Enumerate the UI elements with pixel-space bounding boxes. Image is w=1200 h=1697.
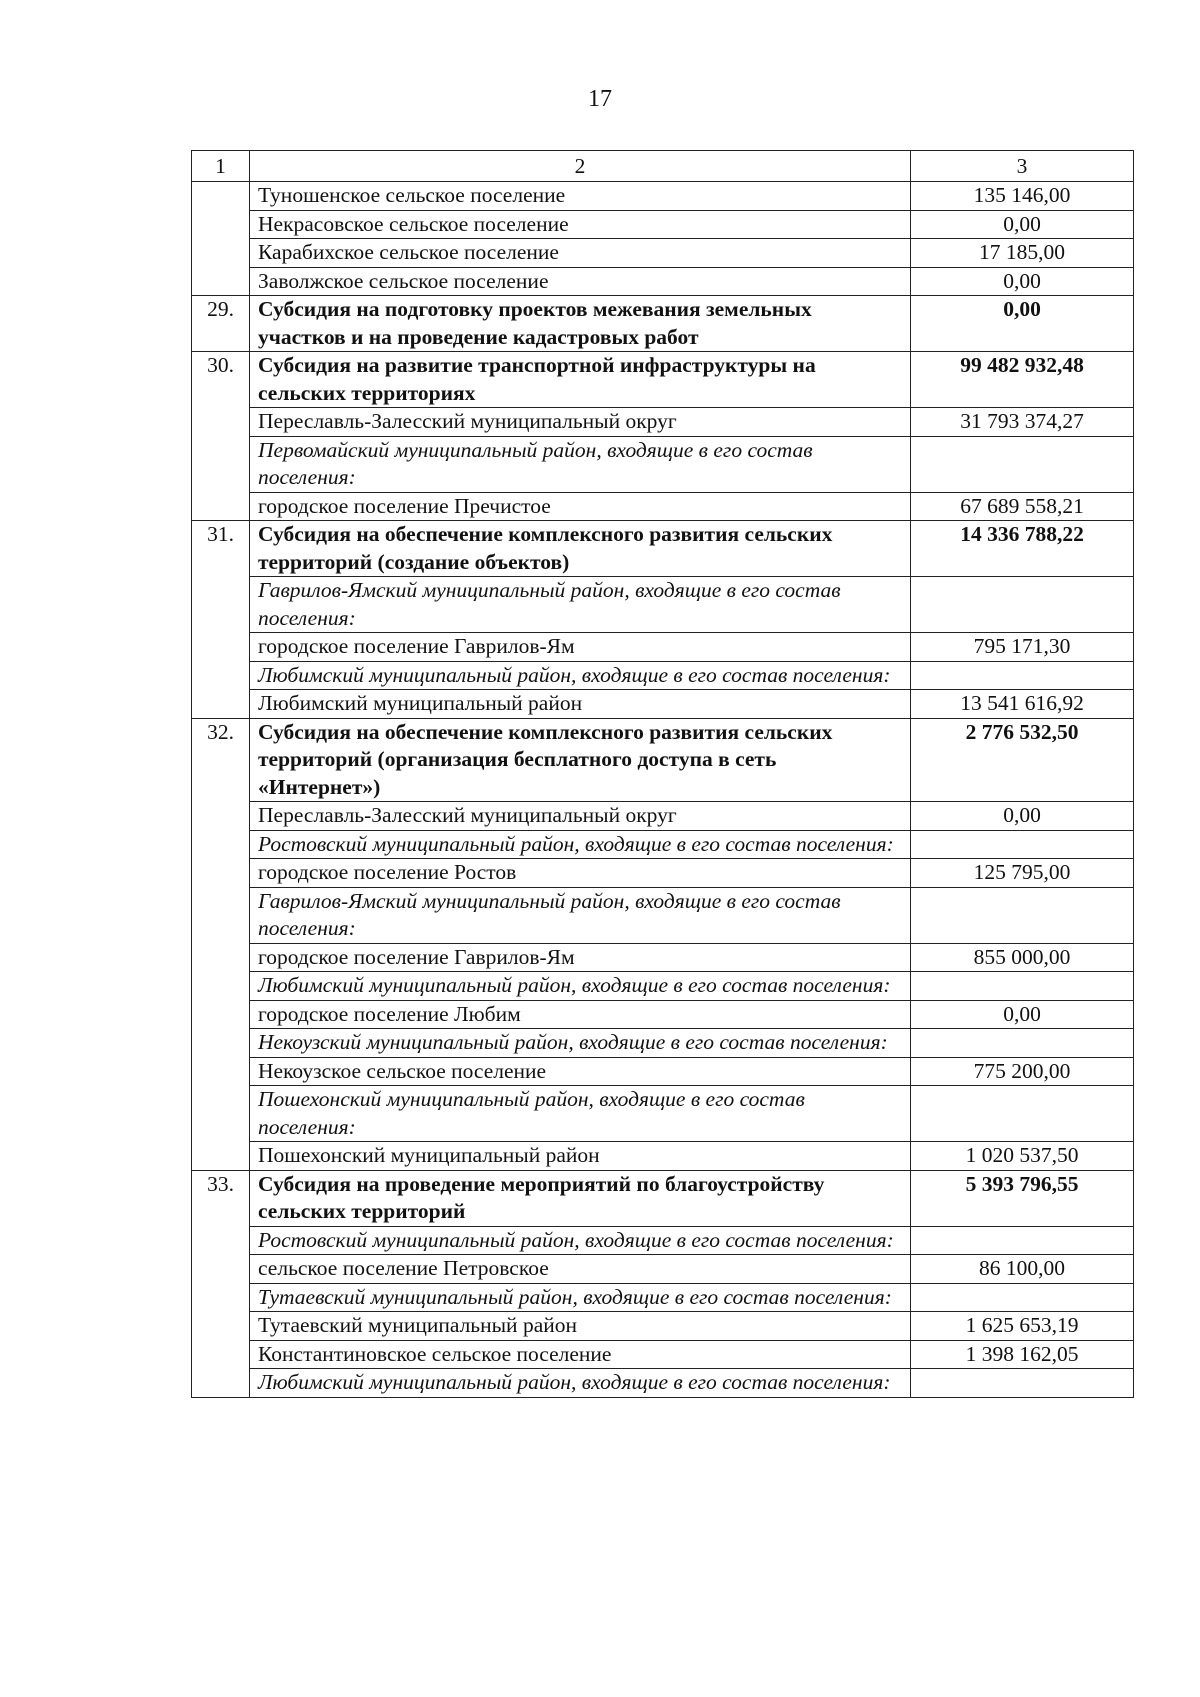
table-row — [192, 1369, 1134, 1398]
row-amount — [911, 436, 1134, 492]
row-amount: 0,00 — [911, 267, 1134, 296]
row-amount: 0,00 — [911, 1000, 1134, 1029]
row-name: Переславль-Залесский муниципальный округ — [250, 408, 911, 437]
table-row — [192, 1000, 1134, 1029]
row-number — [192, 267, 250, 296]
row-amount — [911, 972, 1134, 1001]
table-row — [192, 690, 1134, 719]
row-number: 30. — [192, 352, 250, 408]
table-row — [192, 943, 1134, 972]
row-number — [192, 210, 250, 239]
row-name: Субсидия на обеспечение комплексного развития сельских территорий (создание объектов) — [250, 521, 911, 577]
table-row — [192, 1226, 1134, 1255]
row-number — [192, 182, 250, 211]
row-number — [192, 690, 250, 719]
row-number — [192, 1312, 250, 1341]
table-row — [192, 633, 1134, 662]
table-row — [192, 267, 1134, 296]
row-amount: 67 689 558,21 — [911, 492, 1134, 521]
row-amount: 2 776 532,50 — [911, 718, 1134, 802]
row-name: Некоузское сельское поселение — [250, 1057, 911, 1086]
row-amount — [911, 661, 1134, 690]
row-name: Субсидия на обеспечение комплексного развития сельских территорий (организация бесплатного доступа в сеть «Интернет») — [250, 718, 911, 802]
row-name: Любимский муниципальный район, входящие в его состав поселения: — [250, 972, 911, 1001]
row-number — [192, 1029, 250, 1058]
row-amount: 1 625 653,19 — [911, 1312, 1134, 1341]
row-number: 32. — [192, 718, 250, 802]
table-row — [192, 1170, 1134, 1226]
table-row — [192, 1340, 1134, 1369]
row-name: Переславль-Залесский муниципальный округ — [250, 802, 911, 831]
row-number — [192, 436, 250, 492]
row-amount: 855 000,00 — [911, 943, 1134, 972]
row-name: Ростовский муниципальный район, входящие в его состав поселения: — [250, 1226, 911, 1255]
row-number — [192, 1142, 250, 1171]
row-number: 31. — [192, 521, 250, 577]
row-name: Карабихское сельское поселение — [250, 239, 911, 268]
table-row — [192, 1312, 1134, 1341]
row-number — [192, 972, 250, 1001]
table-row — [192, 1283, 1134, 1312]
row-name: Субсидия на проведение мероприятий по благоустройству сельских территорий — [250, 1170, 911, 1226]
row-amount: 1 398 162,05 — [911, 1340, 1134, 1369]
row-name: сельское поселение Петровское — [250, 1255, 911, 1284]
row-number — [192, 1086, 250, 1142]
row-amount: 14 336 788,22 — [911, 521, 1134, 577]
row-number — [192, 492, 250, 521]
header-col-3: 3 — [911, 151, 1134, 182]
row-number — [192, 802, 250, 831]
table-row — [192, 239, 1134, 268]
row-amount: 17 185,00 — [911, 239, 1134, 268]
table-row — [192, 408, 1134, 437]
row-name: Заволжское сельское поселение — [250, 267, 911, 296]
row-amount — [911, 1369, 1134, 1398]
table-row — [192, 718, 1134, 802]
row-number — [192, 577, 250, 633]
row-name: Гаврилов-Ямский муниципальный район, входящие в его состав поселения: — [250, 887, 911, 943]
row-number — [192, 1340, 250, 1369]
table-row — [192, 210, 1134, 239]
table-row — [192, 1255, 1134, 1284]
row-amount: 135 146,00 — [911, 182, 1134, 211]
row-number — [192, 859, 250, 888]
row-number — [192, 1057, 250, 1086]
row-name: Некоузский муниципальный район, входящие в его состав поселения: — [250, 1029, 911, 1058]
table-row — [192, 436, 1134, 492]
row-amount: 86 100,00 — [911, 1255, 1134, 1284]
row-name: Любимский муниципальный район, входящие в его состав поселения: — [250, 1369, 911, 1398]
header-col-1: 1 — [192, 151, 250, 182]
table-row — [192, 182, 1134, 211]
row-number — [192, 943, 250, 972]
row-number — [192, 661, 250, 690]
row-name: городское поселение Любим — [250, 1000, 911, 1029]
row-amount: 125 795,00 — [911, 859, 1134, 888]
row-number — [192, 408, 250, 437]
row-amount — [911, 1283, 1134, 1312]
row-name: Субсидия на подготовку проектов межевания земельных участков и на проведение кадастровых работ — [250, 296, 911, 352]
header-row — [192, 151, 1134, 182]
row-name: Субсидия на развитие транспортной инфраструктуры на сельских территориях — [250, 352, 911, 408]
table-row — [192, 492, 1134, 521]
row-amount: 13 541 616,92 — [911, 690, 1134, 719]
table-row — [192, 1029, 1134, 1058]
row-number — [192, 887, 250, 943]
row-name: Тутаевский муниципальный район, входящие в его состав поселения: — [250, 1283, 911, 1312]
row-amount: 0,00 — [911, 802, 1134, 831]
row-number — [192, 1000, 250, 1029]
row-amount — [911, 1029, 1134, 1058]
row-name: городское поселение Ростов — [250, 859, 911, 888]
row-name: городское поселение Пречистое — [250, 492, 911, 521]
table-row — [192, 1142, 1134, 1171]
table-row — [192, 859, 1134, 888]
row-name: Тутаевский муниципальный район — [250, 1312, 911, 1341]
row-amount — [911, 577, 1134, 633]
row-name: Пошехонский муниципальный район, входящие в его состав поселения: — [250, 1086, 911, 1142]
row-amount: 99 482 932,48 — [911, 352, 1134, 408]
table-row — [192, 1057, 1134, 1086]
row-name: Некрасовское сельское поселение — [250, 210, 911, 239]
table-row — [192, 972, 1134, 1001]
row-number — [192, 830, 250, 859]
row-amount — [911, 1226, 1134, 1255]
row-number — [192, 633, 250, 662]
table-row — [192, 1086, 1134, 1142]
row-amount: 5 393 796,55 — [911, 1170, 1134, 1226]
table-row — [192, 830, 1134, 859]
row-number: 33. — [192, 1170, 250, 1226]
row-number — [192, 1369, 250, 1398]
row-amount — [911, 830, 1134, 859]
subsidy-table — [191, 150, 1134, 1398]
row-name: Гаврилов-Ямский муниципальный район, входящие в его состав поселения: — [250, 577, 911, 633]
row-amount: 0,00 — [911, 210, 1134, 239]
page-number: 17 — [588, 86, 612, 112]
header-col-2: 2 — [250, 151, 911, 182]
row-amount: 31 793 374,27 — [911, 408, 1134, 437]
row-amount: 0,00 — [911, 296, 1134, 352]
row-amount: 795 171,30 — [911, 633, 1134, 662]
row-number: 29. — [192, 296, 250, 352]
row-amount: 1 020 537,50 — [911, 1142, 1134, 1171]
table-row — [192, 352, 1134, 408]
row-name: Пошехонский муниципальный район — [250, 1142, 911, 1171]
row-name: городское поселение Гаврилов-Ям — [250, 633, 911, 662]
row-name: Любимский муниципальный район, входящие в его состав поселения: — [250, 661, 911, 690]
row-number — [192, 1283, 250, 1312]
row-amount — [911, 1086, 1134, 1142]
row-number — [192, 1226, 250, 1255]
row-amount: 775 200,00 — [911, 1057, 1134, 1086]
row-name: городское поселение Гаврилов-Ям — [250, 943, 911, 972]
table-row — [192, 521, 1134, 577]
row-number — [192, 1255, 250, 1284]
table-row — [192, 296, 1134, 352]
table-row — [192, 577, 1134, 633]
table-row — [192, 802, 1134, 831]
table-row — [192, 661, 1134, 690]
row-name: Любимский муниципальный район — [250, 690, 911, 719]
row-name: Ростовский муниципальный район, входящие в его состав поселения: — [250, 830, 911, 859]
row-name: Первомайский муниципальный район, входящие в его состав поселения: — [250, 436, 911, 492]
row-name: Туношенское сельское поселение — [250, 182, 911, 211]
table-row — [192, 887, 1134, 943]
row-amount — [911, 887, 1134, 943]
row-number — [192, 239, 250, 268]
row-name: Константиновское сельское поселение — [250, 1340, 911, 1369]
